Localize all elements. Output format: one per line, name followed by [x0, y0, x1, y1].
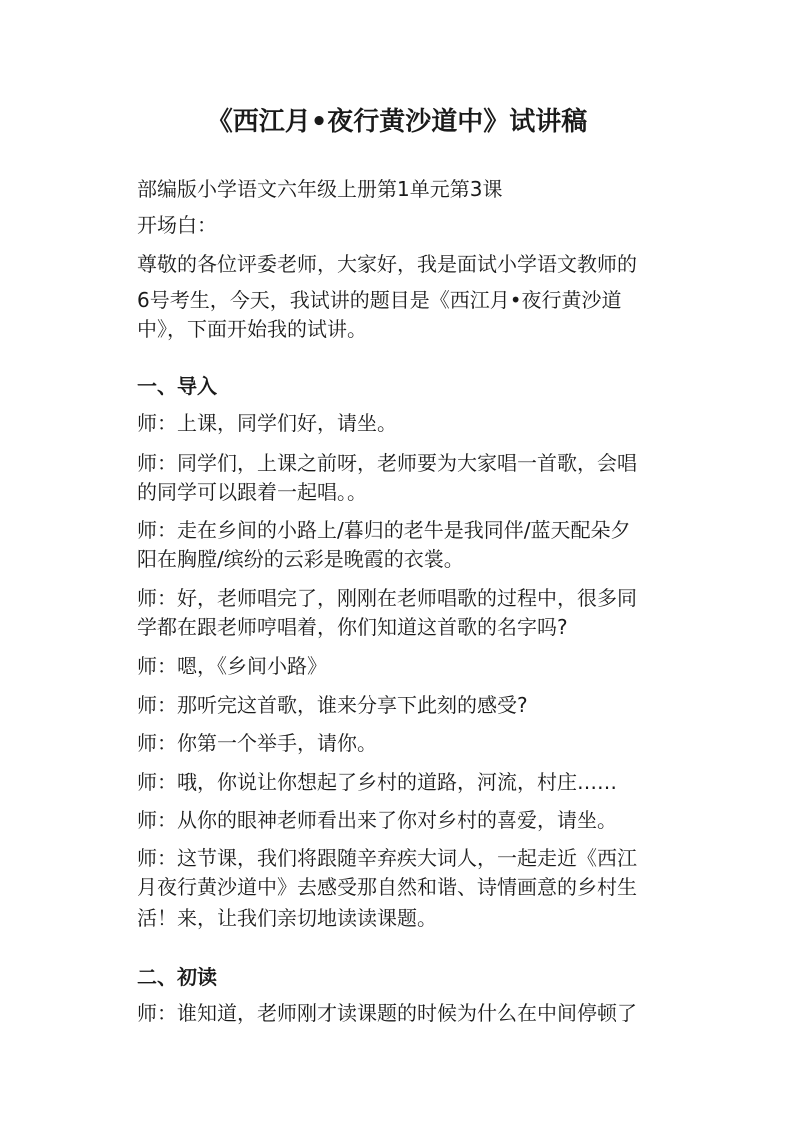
dialogue-line: 师：嗯，《乡间小路》 [137, 654, 327, 678]
dialogue-line: 师：走在乡间的小路上/暮归的老牛是我同伴/蓝天配朵夕 [137, 518, 631, 542]
opening-label: 开场白： [137, 213, 217, 237]
opening-line: 尊敬的各位评委老师，大家好，我是面试小学语文教师的 [137, 252, 637, 276]
dialogue-line: 月夜行黄沙道中》去感受那自然和谐、诗情画意的乡村生 [137, 875, 637, 899]
dialogue-line: 师：上课，同学们好，请坐。 [137, 411, 397, 435]
dialogue-line: 学都在跟老师哼唱着，你们知道这首歌的名字吗? [137, 615, 568, 639]
lesson-info: 部编版小学语文六年级上册第1单元第3课 [137, 177, 503, 201]
document-title: 《西江月•夜行黄沙道中》试讲稿 [206, 107, 588, 137]
dialogue-line: 师：这节课，我们将跟随辛弃疾大词人，一起走近《西江 [137, 846, 637, 870]
dialogue-line: 师：好，老师唱完了，刚刚在老师唱歌的过程中，很多同 [137, 586, 637, 610]
dialogue-line: 阳在胸膛/缤纷的云彩是晚霞的衣裳。 [137, 547, 464, 571]
opening-line: 6号考生，今天，我试讲的题目是《西江月•夜行黄沙道 [137, 288, 622, 312]
dialogue-line: 师：哦，你说让你想起了乡村的道路，河流，村庄…… [137, 770, 617, 794]
dialogue-line: 师：同学们，上课之前呀，老师要为大家唱一首歌，会唱 [137, 451, 637, 475]
dialogue-line: 师：那听完这首歌，谁来分享下此刻的感受? [137, 693, 528, 717]
section-heading-first-reading: 二、初读 [137, 965, 217, 989]
dialogue-line: 师：从你的眼神老师看出来了你对乡村的喜爱，请坐。 [137, 808, 617, 832]
opening-line: 中》，下面开始我的试讲。 [137, 317, 367, 341]
dialogue-line: 活！来，让我们亲切地读读课题。 [137, 906, 437, 930]
dialogue-line: 师：谁知道，老师刚才读课题的时候为什么在中间停顿了 [137, 1001, 637, 1025]
dialogue-line: 的同学可以跟着一起唱。。 [137, 480, 367, 504]
dialogue-line: 师：你第一个举手，请你。 [137, 731, 377, 755]
section-heading-intro: 一、导入 [137, 374, 217, 398]
